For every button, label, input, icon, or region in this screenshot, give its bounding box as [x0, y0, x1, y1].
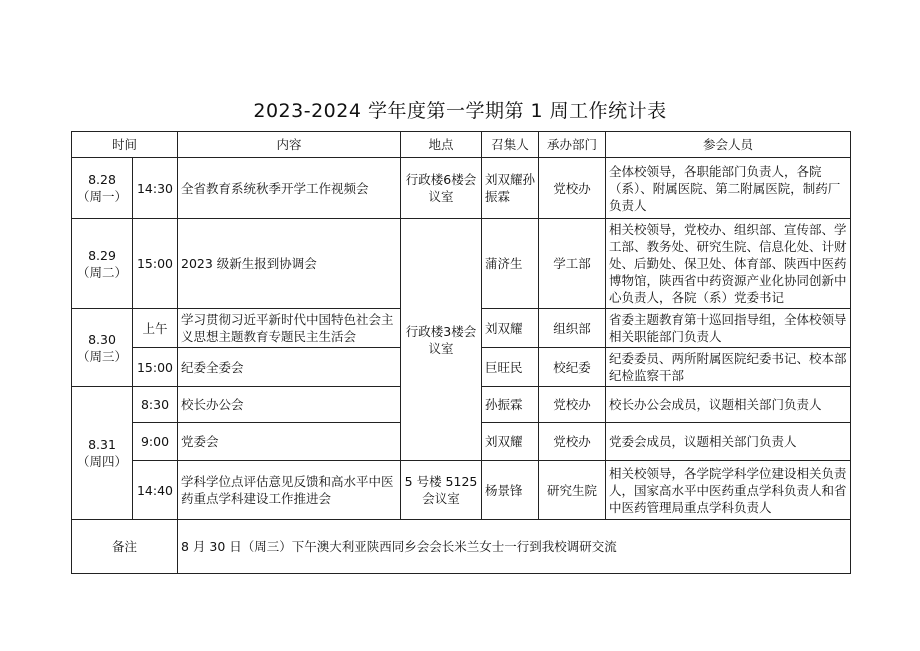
header-participants: 参会人员: [606, 132, 851, 158]
participants-cell: 党委会成员，议题相关部门负责人: [606, 423, 851, 461]
participants-cell: 纪委委员、两所附属医院纪委书记、校本部纪检监察干部: [606, 348, 851, 387]
header-location: 地点: [401, 132, 482, 158]
convener-cell: 孙振霖: [482, 387, 539, 423]
schedule-table: [71, 131, 851, 574]
remark-row: [72, 520, 851, 574]
participants-cell: 省委主题教育第十巡回指导组，全体校领导相关职能部门负责人: [606, 309, 851, 348]
location-cell: 5 号楼 5125 会议室: [401, 461, 482, 520]
time-cell: 14:30: [133, 158, 178, 219]
weekday: （周三）: [76, 348, 127, 364]
time-cell: 上午: [133, 309, 178, 348]
convener-cell: 巨旺民: [482, 348, 539, 387]
date-cell: [72, 387, 133, 520]
content-cell: 2023 级新生报到协调会: [178, 219, 401, 309]
time-cell: 15:00: [133, 219, 178, 309]
remark-label: 备注: [72, 520, 178, 574]
weekday: （周二）: [76, 264, 127, 280]
department-cell: 组织部: [539, 309, 606, 348]
header-time: 时间: [72, 132, 178, 158]
department-cell: 研究生院: [539, 461, 606, 520]
department-cell: 党校办: [539, 158, 606, 219]
date-cell: [72, 158, 133, 219]
participants-cell: 相关校领导，各学院学科学位建设相关负责人，国家高水平中医药重点学科负责人和省中医药管理局重点学科负责人: [606, 461, 851, 520]
location-cell: 行政楼3楼会议室: [401, 219, 482, 461]
convener-cell: 蒲济生: [482, 219, 539, 309]
department-cell: 党校办: [539, 423, 606, 461]
date: 8.30: [88, 331, 116, 347]
department-cell: 党校办: [539, 387, 606, 423]
department-cell: 学工部: [539, 219, 606, 309]
convener-cell: 刘双耀孙振霖: [482, 158, 539, 219]
participants-cell: 校长办公会成员，议题相关部门负责人: [606, 387, 851, 423]
participants-cell: 相关校领导，党校办、组织部、宣传部、学工部、教务处、研究生院、信息化处、计财处、后勤处、保卫处、体育部、陕西中医药博物馆，陕西省中药资源产业化协同创新中心负责人，各院（系）党委书记: [606, 219, 851, 309]
location-cell: 行政楼6楼会议室: [401, 158, 482, 219]
convener-cell: 刘双耀: [482, 309, 539, 348]
weekday: （周四）: [76, 454, 127, 469]
date: 8.28: [88, 172, 116, 187]
table-row: [72, 158, 851, 219]
convener-cell: 刘双耀: [482, 423, 539, 461]
time-cell: 14:40: [133, 461, 178, 520]
date-cell: [72, 309, 133, 387]
page-title: 2023-2024 学年度第一学期第 1 周工作统计表: [253, 100, 667, 122]
weekday: （周一）: [76, 189, 127, 204]
table-row: [72, 219, 851, 309]
date: 8.31: [88, 437, 116, 452]
time-cell: 15:00: [133, 348, 178, 387]
header-row: [72, 132, 851, 158]
time-cell: 9:00: [133, 423, 178, 461]
remark-text: 8 月 30 日（周三）下午澳大利亚陕西同乡会会长米兰女士一行到我校调研交流: [178, 520, 851, 574]
content-cell: 党委会: [178, 423, 401, 461]
date: 8.29: [88, 247, 116, 263]
convener-cell: 杨景锋: [482, 461, 539, 520]
participants-cell: 全体校领导，各职能部门负责人，各院（系）、附属医院、第二附属医院，制药厂负责人: [606, 158, 851, 219]
time-cell: 8:30: [133, 387, 178, 423]
department-cell: 校纪委: [539, 348, 606, 387]
header-convener: 召集人: [482, 132, 539, 158]
date-cell: [72, 219, 133, 309]
content-cell: 全省教育系统秋季开学工作视频会: [178, 158, 401, 219]
content-cell: 纪委全委会: [178, 348, 401, 387]
header-department: 承办部门: [539, 132, 606, 158]
header-content: 内容: [178, 132, 401, 158]
table-row: [72, 461, 851, 520]
content-cell: 学习贯彻习近平新时代中国特色社会主义思想主题教育专题民主生活会: [178, 309, 401, 348]
content-cell: 学科学位点评估意见反馈和高水平中医药重点学科建设工作推进会: [178, 461, 401, 520]
content-cell: 校长办公会: [178, 387, 401, 423]
